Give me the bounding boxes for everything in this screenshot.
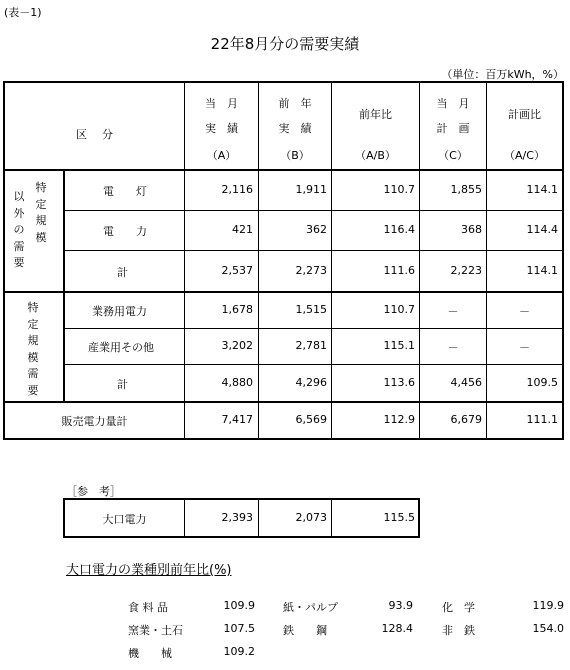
row-dento-a: 2,116: [221, 183, 253, 196]
row-gyomu-b: 1,515: [295, 303, 327, 316]
industry-label: 紙・パルプ: [283, 601, 338, 614]
row-subtotal2-ac: 109.5: [526, 376, 558, 389]
col-c-line1: 当 月: [436, 97, 470, 110]
industry-value: 109.2: [223, 645, 255, 658]
row-subtotal2-ab: 113.6: [383, 376, 415, 389]
table-number: (表－1): [4, 6, 42, 19]
industry-label: 食 料 品: [128, 601, 168, 614]
row-denryoku-c: 368: [461, 223, 482, 236]
row-subtotal1-a: 2,537: [221, 264, 253, 277]
industry-label: 非 鉄: [442, 624, 475, 637]
col-ab-line1: 前年比: [359, 108, 392, 121]
unit-note: （単位：百万kWh，%）: [441, 68, 564, 81]
row-subtotal2-a: 4,880: [221, 376, 253, 389]
col-a-line3: （A）: [206, 149, 237, 162]
col-ab-line3: （A/B）: [355, 149, 396, 162]
reference-b: 2,073: [295, 511, 327, 524]
row-denryoku-ab: 116.4: [383, 223, 415, 236]
row-subtotal2-b: 4,296: [295, 376, 327, 389]
row-denryoku-ac: 114.4: [526, 223, 558, 236]
col-c-line2: 計 画: [436, 122, 470, 135]
row-dento-ab: 110.7: [383, 183, 415, 196]
row-dento-c: 1,855: [450, 183, 482, 196]
row-sangyo-a: 3,202: [221, 339, 253, 352]
row-subtotal1-ab: 111.6: [383, 264, 415, 277]
row-sangyo-ac: －: [519, 341, 530, 354]
row-subtotal1-c: 2,223: [450, 264, 482, 277]
industry-value: 154.0: [532, 622, 564, 635]
page-title: 22年8月分の需要実績: [210, 35, 360, 53]
row-gyomu-a: 1,678: [221, 303, 253, 316]
reference-heading: ［参 考］: [66, 485, 121, 498]
reference-label: 大口電力: [102, 513, 147, 526]
reference-a: 2,393: [221, 511, 253, 524]
row-subtotal1-label: 計: [117, 266, 128, 279]
row-sangyo-c: －: [447, 341, 459, 354]
row-gyomu-ac: －: [519, 305, 530, 318]
row-total-c: 6,679: [450, 413, 482, 426]
row-denryoku-b: 362: [306, 223, 327, 236]
industry-value: 93.9: [388, 599, 413, 612]
col-b-line2: 実 績: [278, 122, 312, 135]
col-a-line1: 当 月: [205, 97, 238, 110]
industry-value: 128.4: [381, 622, 413, 635]
row-dento-b: 1,911: [295, 183, 327, 196]
row-total-b: 6,569: [295, 413, 327, 426]
row-dento-ac: 114.1: [526, 183, 558, 196]
industry-value: 119.9: [532, 599, 564, 612]
row-total-label: 販売電力量計: [61, 415, 128, 428]
col-c-line3: （C）: [438, 149, 468, 162]
industry-heading: 大口電力の業種別前年比(%): [66, 563, 232, 578]
row-total-ac: 111.1: [526, 413, 558, 426]
row-denryoku-a: 421: [232, 223, 253, 236]
group1-outer-label: 以外の需要: [13, 190, 25, 269]
industry-label: 機 械: [128, 647, 172, 660]
industry-label: 化 学: [442, 601, 475, 614]
row-sangyo-b: 2,781: [295, 339, 327, 352]
row-gyomu-label: 業務用電力: [92, 305, 147, 318]
row-total-ab: 112.9: [383, 413, 415, 426]
group2-label: 特定規模需要: [27, 301, 39, 397]
col-b-line1: 前 年: [278, 97, 312, 110]
row-dento-label: 電 灯: [103, 185, 147, 198]
row-subtotal2-label: 計: [117, 378, 128, 391]
industry-label: 鉄 鋼: [283, 624, 327, 637]
col-a-line2: 実 績: [205, 122, 238, 135]
industry-label: 窯業・土石: [128, 624, 183, 637]
row-total-a: 7,417: [221, 413, 253, 426]
group1-inner-label: 特定規模: [35, 181, 47, 244]
industry-value: 109.9: [223, 599, 255, 612]
col-b-line3: （B）: [280, 149, 310, 162]
kubun-header: 区 分: [76, 128, 115, 141]
row-subtotal2-c: 4,456: [450, 376, 482, 389]
row-sangyo-ab: 115.1: [383, 339, 415, 352]
industry-value: 107.5: [223, 622, 255, 635]
row-subtotal1-b: 2,273: [295, 264, 327, 277]
row-gyomu-c: －: [447, 305, 459, 318]
row-subtotal1-ac: 114.1: [526, 264, 558, 277]
row-gyomu-ab: 110.7: [383, 303, 415, 316]
reference-ratio: 115.5: [383, 511, 415, 524]
row-sangyo-label: 産業用その他: [88, 341, 154, 354]
col-ac-line3: （A/C）: [504, 149, 545, 162]
col-ac-line1: 計画比: [508, 108, 541, 121]
row-denryoku-label: 電 力: [103, 225, 147, 238]
